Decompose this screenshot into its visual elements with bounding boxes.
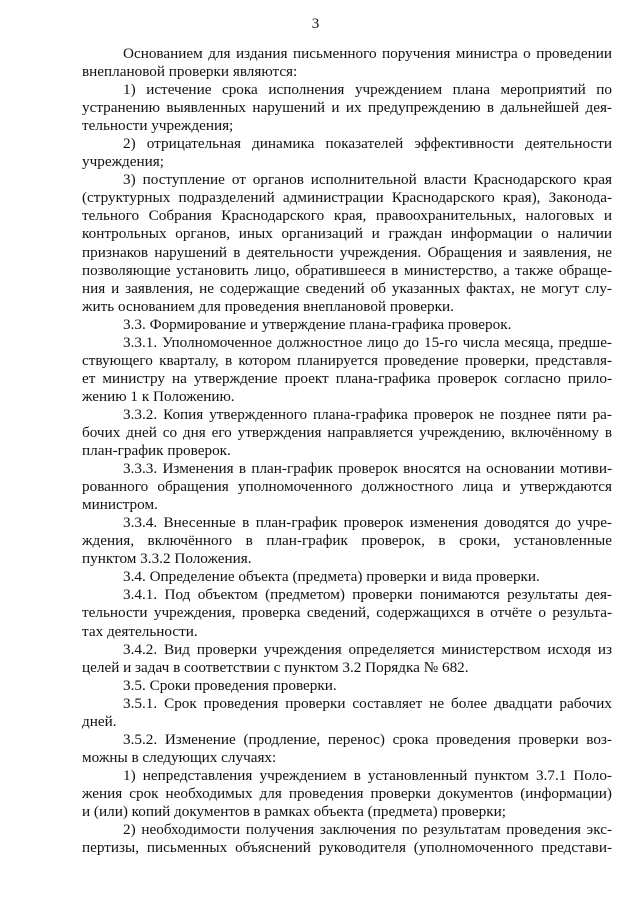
text-line: 2) отрицательная динамика показателей эффективности деятельности <box>123 135 612 153</box>
page-number: 3 <box>311 16 320 32</box>
text-line: целей и задач в соответствии с пунктом 3.2 Порядка № 682. <box>82 658 469 676</box>
text-line: ствующего кварталу, в котором планируется проведение проверки, представля- <box>82 351 612 369</box>
text-line: контрольных органов, иных организаций и граждан информации о наличии <box>82 225 612 243</box>
text-line: тельного Собрания Краснодарского края, правоохранительных, налоговых и <box>82 207 612 225</box>
text-line: ет министру на утверждение проект плана-графика проверок согласно прило- <box>82 369 612 387</box>
text-line: 3.4. Определение объекта (предмета) проверки и вида проверки. <box>123 568 540 586</box>
text-line: министром. <box>82 496 158 514</box>
text-line: жения срок необходимых для проведения проверки документов (информации) <box>82 784 612 802</box>
document-body <box>82 45 612 857</box>
text-line: дней. <box>82 712 117 730</box>
text-line: (структурных подразделений администрации Краснодарского края), Законода- <box>82 189 612 207</box>
text-line: 1) непредставления учреждением в установленный пунктом 3.7.1 Поло- <box>123 766 612 784</box>
text-line: 3.3.2. Копия утвержденного плана-графика проверок не позднее пяти ра- <box>123 405 612 423</box>
text-line: 3.3.3. Изменения в план-график проверок вносятся на основании мотиви- <box>123 460 612 478</box>
text-line: 3.5.1. Срок проведения проверки составляет не более двадцати рабочих <box>123 694 612 712</box>
text-line: учреждения; <box>82 153 164 171</box>
text-line: ния и заявления, не содержащие сведений об указанных фактах, не могут слу- <box>82 279 612 297</box>
text-line: 3.3. Формирование и утверждение плана-графика проверок. <box>123 315 512 333</box>
text-line: тельности учреждения; <box>82 117 234 135</box>
text-line: и (или) копий документов в рамках объекта (предмета) проверки; <box>82 802 506 820</box>
text-line: 3.5. Сроки проведения проверки. <box>123 676 337 694</box>
text-line: 3.5.2. Изменение (продление, перенос) срока проведения проверки воз- <box>123 730 612 748</box>
text-line: жению 1 к Положению. <box>82 387 235 405</box>
text-line: тах деятельности. <box>82 622 198 640</box>
text-line: 3.4.1. Под объектом (предметом) проверки понимаются результаты дея- <box>123 586 612 604</box>
text-line: рованного обращения уполномоченного должностного лица и утверждаются <box>82 478 612 496</box>
text-line: 3) поступление от органов исполнительной власти Краснодарского края <box>123 171 612 189</box>
text-line: признаков нарушений в деятельности учреждения. Обращения и заявления, не <box>82 243 612 261</box>
text-line: устранению выявленных нарушений и их предупреждению в дальнейшей дея- <box>82 99 612 117</box>
text-line: бочих дней со дня его утверждения направляется учреждению, включённому в <box>82 423 612 441</box>
text-line: внеплановой проверки являются: <box>82 63 298 81</box>
text-line: жить основанием для проведения внеплановой проверки. <box>82 297 454 315</box>
text-line: тельности учреждения, проверка сведений, содержащихся в отчёте о результа- <box>82 604 612 622</box>
text-line: можны в следующих случаях: <box>82 748 277 766</box>
text-line: позволяющие установить лицо, обратившееся в министерство, а также обраще- <box>82 261 612 279</box>
text-line: ждения, включённого в план-график проверок, в сроки, установленные <box>82 532 612 550</box>
text-line: план-график проверок. <box>82 442 231 460</box>
text-line: 2) необходимости получения заключения по результатам проведения экс- <box>123 821 612 839</box>
text-line: Основанием для издания письменного поручения министра о проведении <box>123 45 612 62</box>
text-line: 3.3.1. Уполномоченное должностное лицо до 15-го числа месяца, предше- <box>123 333 612 351</box>
text-line: 3.3.4. Внесенные в план-график проверок изменения доводятся до учре- <box>123 514 612 532</box>
text-line: 1) истечение срока исполнения учреждением плана мероприятий по <box>123 81 612 99</box>
text-line: пертизы, письменных объяснений руководителя (уполномоченного представи- <box>82 839 612 857</box>
text-line: пунктом 3.3.2 Положения. <box>82 550 252 568</box>
text-line: 3.4.2. Вид проверки учреждения определяется министерством исходя из <box>123 640 612 658</box>
